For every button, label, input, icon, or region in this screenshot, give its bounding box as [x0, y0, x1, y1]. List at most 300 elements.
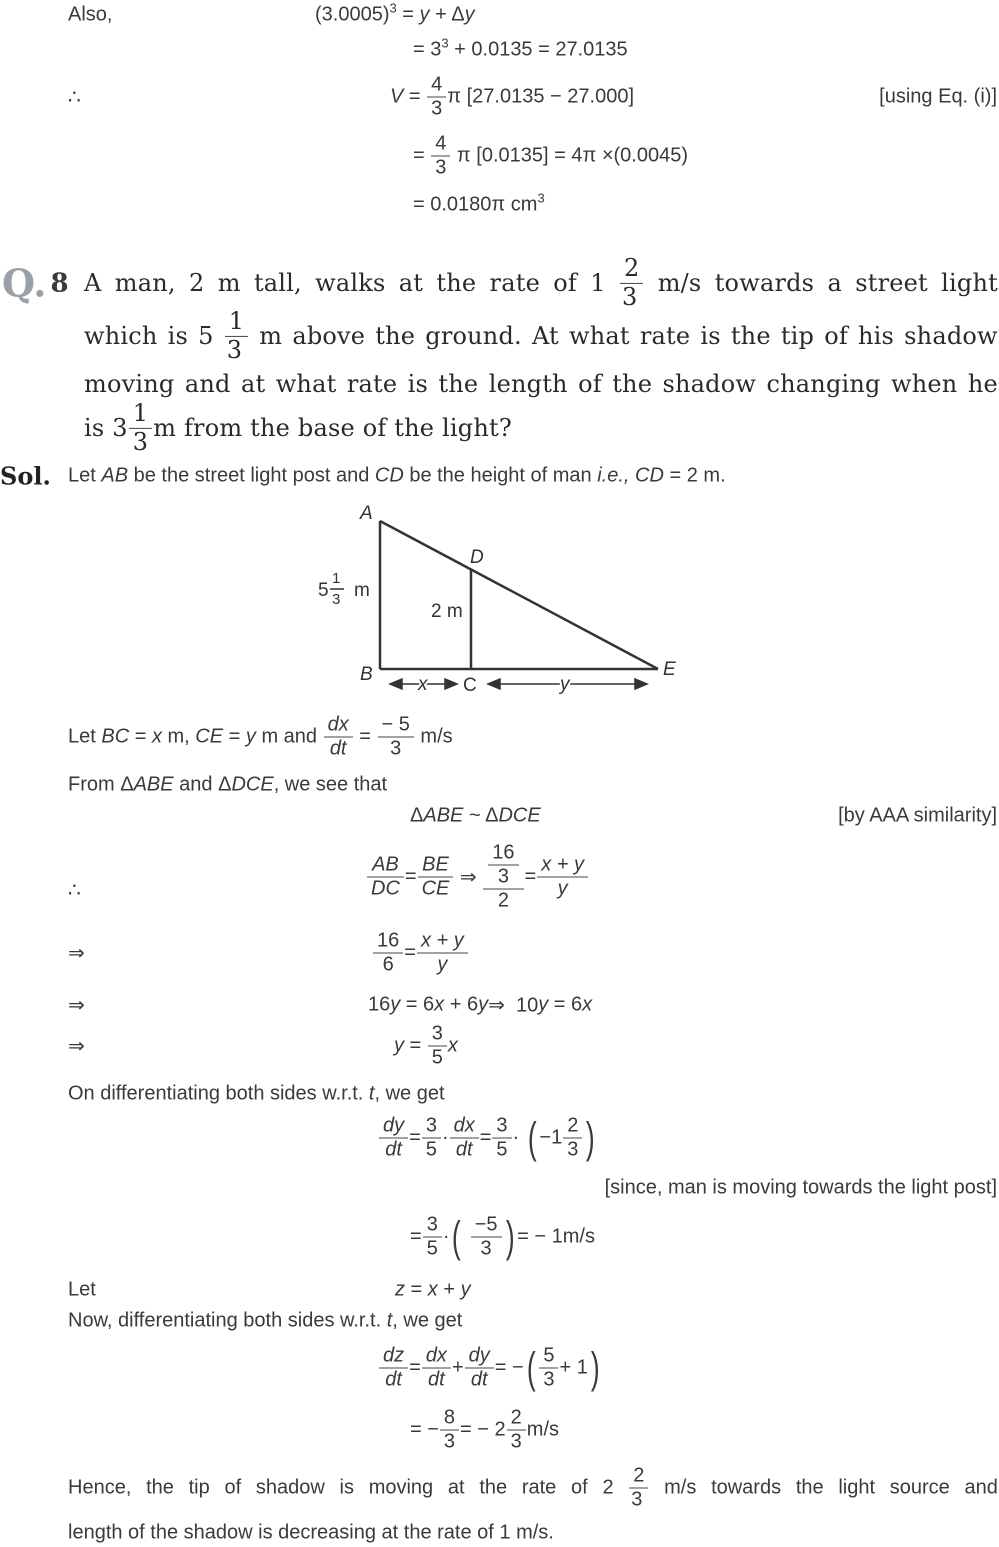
- fraction-denominator: dt: [379, 1138, 408, 1162]
- also-label: Also,: [68, 3, 113, 26]
- text-segment: light: [941, 269, 998, 297]
- question-line: [84, 255, 998, 311]
- fraction: [430, 1023, 445, 1070]
- italic-variable: x: [427, 1278, 438, 1301]
- text-segment: and: [184, 370, 231, 398]
- text-segment: = − 2: [460, 1418, 506, 1441]
- equation-line: [390, 74, 634, 121]
- equation-note: [since, man is moving towards the light post]: [604, 1176, 997, 1199]
- height-ab-denominator: 3: [332, 591, 341, 608]
- solution-text: [68, 714, 453, 761]
- equation-line: [410, 805, 541, 828]
- fraction-denominator: dt: [450, 1138, 479, 1162]
- text-segment: =: [479, 1126, 492, 1149]
- text-segment: =: [403, 85, 427, 108]
- fraction-denominator: dt: [422, 1368, 451, 1392]
- fraction: [565, 1115, 580, 1162]
- text-segment: m,: [161, 725, 196, 748]
- fraction: [490, 842, 516, 889]
- point-c-label: C: [463, 675, 477, 695]
- text-segment: + Δ: [429, 3, 465, 26]
- text-segment: shadow: [662, 370, 757, 398]
- text-segment: the: [612, 370, 653, 398]
- text-segment: π [0.0135] = 4π ×(0.0045): [451, 144, 689, 167]
- fraction-denominator: 2: [483, 889, 523, 913]
- text-segment: 5: [198, 322, 214, 350]
- fraction-numerator: −5: [474, 1213, 498, 1236]
- italic-variable: CD: [635, 464, 664, 487]
- text-segment: is: [407, 370, 429, 398]
- fraction: [433, 133, 448, 180]
- text-segment: be the height of man: [403, 464, 598, 487]
- height-cd-label: 2 m: [431, 601, 463, 622]
- text-segment: =: [223, 725, 246, 748]
- text-segment: and Δ: [173, 773, 232, 796]
- text-segment: rate: [489, 269, 540, 297]
- solution-text: [68, 1310, 462, 1333]
- text-segment: is 3: [84, 414, 128, 442]
- text-segment: From Δ: [68, 773, 134, 796]
- text-segment: what: [275, 370, 337, 398]
- therefore-symbol: ∴: [68, 879, 81, 902]
- text-segment: walks: [315, 269, 386, 297]
- text-segment: , we see that: [273, 773, 388, 796]
- text-segment: shadow: [255, 1476, 325, 1499]
- text-segment: the: [730, 322, 771, 350]
- parenthesis: ): [586, 1113, 596, 1162]
- point-a-label: A: [360, 503, 373, 524]
- text-segment: the: [438, 370, 479, 398]
- question-line: [84, 308, 998, 364]
- text-segment: = 3: [413, 38, 442, 61]
- fraction-denominator: 3: [471, 1237, 502, 1261]
- text-segment: =: [129, 725, 152, 748]
- text-segment: rate: [639, 322, 691, 350]
- text-segment: = − 1m/s: [517, 1225, 595, 1248]
- fraction-numerator: x + y: [420, 929, 464, 952]
- equation-line: [372, 930, 469, 977]
- text-segment: + 0.0135 = 27.0135: [448, 38, 628, 61]
- italic-variable: x: [434, 993, 445, 1016]
- text-segment: ·: [442, 1225, 450, 1248]
- text-segment: On differentiating both sides w.r.t.: [68, 1082, 369, 1105]
- text-segment: Δ: [410, 804, 424, 827]
- text-segment: = 2 m.: [663, 464, 726, 487]
- fraction-numerator: 3: [425, 1114, 437, 1137]
- text-segment: Let: [68, 725, 102, 748]
- text-segment: Hence,: [68, 1476, 132, 1499]
- text-segment: A: [84, 269, 102, 297]
- y-label: y: [560, 674, 570, 695]
- fraction-numerator: 4: [431, 73, 443, 96]
- text-segment: a: [827, 269, 842, 297]
- text-segment: + 6: [444, 993, 479, 1016]
- fraction-numerator: 16: [377, 929, 400, 952]
- text-segment: Let: [68, 464, 102, 487]
- arrow-right-icon: [445, 679, 457, 689]
- text-segment: the: [479, 1476, 508, 1499]
- fraction: [369, 854, 402, 901]
- fraction-denominator: 3: [629, 1488, 648, 1512]
- parenthesis: (: [526, 1343, 536, 1392]
- text-segment: he: [967, 370, 998, 398]
- question-line: [84, 400, 512, 456]
- text-segment: the: [375, 322, 416, 350]
- fraction: [381, 1115, 406, 1162]
- text-segment: when: [891, 370, 958, 398]
- fraction-numerator: 2: [510, 1406, 522, 1429]
- fraction-numerator: BE: [422, 853, 449, 876]
- text-segment: m/s: [414, 725, 453, 748]
- fraction-denominator: 3: [427, 97, 446, 121]
- text-segment: m/s: [657, 269, 702, 297]
- text-segment: shadow: [904, 322, 998, 350]
- equation-line: [413, 35, 628, 62]
- fraction-numerator: 2: [567, 1114, 579, 1137]
- italic-variable: x: [151, 725, 162, 748]
- fraction: [509, 1407, 524, 1454]
- fraction-denominator: 6: [373, 953, 403, 977]
- text-segment: m from the base of the light?: [153, 414, 512, 442]
- fraction-numerator: − 5: [381, 713, 410, 736]
- text-segment: at: [398, 269, 424, 297]
- text-segment: is: [167, 322, 189, 350]
- fraction-numerator: 8: [443, 1406, 456, 1429]
- fraction-denominator: 5: [422, 1138, 441, 1162]
- text-segment: source: [889, 1476, 950, 1499]
- text-segment: Now, differentiating both sides w.r.t.: [68, 1309, 387, 1332]
- italic-variable: y: [478, 993, 489, 1016]
- fraction-numerator: 2: [633, 1464, 645, 1487]
- fraction-denominator: y: [417, 953, 468, 977]
- question-number: 8: [50, 268, 69, 298]
- parenthesis: (: [527, 1113, 537, 1162]
- fraction: [473, 1214, 500, 1261]
- fraction-denominator: 3: [488, 865, 518, 889]
- text-segment: of: [553, 269, 577, 297]
- italic-variable: DCE: [498, 804, 541, 827]
- text-segment: π [27.0135 − 27.000]: [447, 85, 634, 108]
- text-segment: =: [405, 1278, 428, 1301]
- fraction: [631, 1465, 646, 1512]
- fraction: [452, 1115, 477, 1162]
- text-segment: above: [292, 322, 366, 350]
- italic-variable: y: [394, 1034, 404, 1057]
- equation-line: [366, 842, 589, 913]
- fraction-denominator: 5: [428, 1046, 447, 1070]
- italic-variable: t: [368, 1082, 375, 1105]
- text-segment: m/s: [526, 1418, 559, 1441]
- italic-variable: x: [582, 993, 593, 1016]
- text-segment: =: [404, 1034, 427, 1057]
- text-segment: towards: [711, 1476, 782, 1499]
- superscript: 3: [441, 35, 449, 51]
- text-segment: + 1: [559, 1356, 588, 1379]
- italic-variable: AB: [101, 464, 129, 487]
- text-segment: of: [224, 1476, 242, 1499]
- italic-variable: CE: [195, 725, 224, 748]
- fraction: [424, 1345, 449, 1392]
- text-segment: = −: [494, 1356, 524, 1379]
- text-segment: =: [524, 865, 537, 888]
- implies-symbol: ⇒: [68, 1035, 85, 1058]
- question-line: [84, 370, 998, 398]
- solution-text: [68, 465, 726, 488]
- text-segment: the: [146, 1476, 174, 1499]
- fraction: [381, 1345, 406, 1392]
- italic-variable: y: [245, 725, 256, 748]
- fraction-denominator: dt: [324, 737, 353, 761]
- text-segment: , we get: [392, 1309, 463, 1332]
- fraction-numerator: dz: [383, 1344, 405, 1367]
- fraction: [326, 714, 351, 761]
- text-segment: of: [571, 1476, 588, 1499]
- text-segment: m: [217, 269, 241, 297]
- implies-symbol: ⇒: [68, 994, 85, 1017]
- let-label: Let: [68, 1278, 96, 1301]
- fraction-denominator: dt: [379, 1368, 408, 1392]
- italic-variable: y: [460, 1278, 471, 1301]
- text-segment: length of the shadow is decreasing at the rate of 1 m/s.: [68, 1521, 554, 1544]
- text-segment: is: [700, 322, 721, 350]
- fraction: [424, 1115, 439, 1162]
- text-segment: and: [964, 1476, 998, 1499]
- fraction-numerator: x + y: [541, 853, 584, 876]
- text-segment: ~ Δ: [463, 804, 499, 827]
- arrow-left-icon: [488, 679, 500, 689]
- fraction-denominator: y: [537, 877, 588, 901]
- parenthesis: (: [452, 1212, 462, 1261]
- italic-variable: y: [464, 3, 475, 26]
- text-segment: ⇒ 10: [488, 994, 539, 1017]
- height-ab-whole: 5: [318, 580, 329, 601]
- fraction: [494, 1115, 509, 1162]
- equation-line: [368, 993, 592, 1018]
- text-segment: 16: [368, 993, 391, 1016]
- text-segment: +: [451, 1356, 464, 1379]
- italic-variable: DCE: [231, 773, 274, 796]
- fraction: [622, 255, 641, 311]
- fraction: [425, 1214, 440, 1261]
- fraction: [420, 854, 452, 901]
- text-segment: of: [578, 370, 602, 398]
- italic-variable: BC: [101, 725, 130, 748]
- equation-line: [413, 190, 545, 217]
- text-segment: ground.: [425, 322, 522, 350]
- therefore-symbol: ∴: [68, 86, 81, 109]
- equation-note: [using Eq. (i)]: [879, 85, 997, 108]
- fraction: [467, 1345, 492, 1392]
- text-segment: m and: [255, 725, 323, 748]
- text-segment: is: [339, 1476, 354, 1499]
- text-segment: = 0.0180π cm: [413, 193, 538, 216]
- fraction-denominator: 3: [440, 1430, 459, 1454]
- text-segment: ·: [512, 1126, 525, 1149]
- solution-label: Sol.: [0, 461, 51, 491]
- text-segment: =: [409, 1126, 421, 1149]
- italic-variable: y: [390, 993, 401, 1016]
- text-segment: = 6: [548, 993, 583, 1016]
- parenthesis: ): [590, 1343, 600, 1392]
- x-label: x: [418, 674, 428, 695]
- text-segment: rate: [521, 1476, 557, 1499]
- implies-symbol: ⇒: [68, 942, 85, 965]
- fraction-numerator: 4: [435, 132, 447, 155]
- text-segment: street: [855, 269, 928, 297]
- fraction: [380, 714, 412, 761]
- street-light-diagram: [300, 495, 700, 695]
- superscript: 3: [389, 0, 397, 16]
- superscript: 3: [537, 190, 545, 206]
- text-segment: at: [447, 1476, 465, 1499]
- italic-variable: i.e.,: [597, 464, 630, 487]
- conclusion-text: [68, 1465, 998, 1512]
- text-segment: =: [410, 1225, 422, 1248]
- text-segment: which: [84, 322, 158, 350]
- text-segment: =: [413, 144, 431, 167]
- point-b-label: B: [360, 664, 373, 685]
- equation-line: [410, 1214, 595, 1261]
- fraction-denominator: 5: [423, 1237, 442, 1261]
- fraction: [131, 400, 150, 456]
- text-segment: =: [404, 941, 416, 964]
- text-segment: changing: [766, 370, 881, 398]
- fraction-denominator: 3: [431, 156, 450, 180]
- equation-line: [378, 1115, 598, 1162]
- fraction-numerator: 3: [496, 1114, 508, 1137]
- fraction: [539, 854, 586, 901]
- fraction-denominator: 3: [378, 737, 414, 761]
- italic-variable: ABE: [133, 773, 174, 796]
- text-segment: =: [409, 1356, 421, 1379]
- question-mark-label: Q.: [2, 260, 47, 306]
- text-segment: moving: [84, 370, 175, 398]
- text-segment: 1: [590, 269, 606, 297]
- height-ab-numerator: 1: [332, 570, 341, 587]
- arrow-right-icon: [635, 679, 647, 689]
- text-segment: [464, 1226, 470, 1249]
- text-segment: tip: [780, 322, 815, 350]
- fraction-numerator: 5: [543, 1344, 555, 1367]
- equation-line: [395, 1279, 471, 1302]
- text-segment: length: [488, 370, 568, 398]
- text-segment: =: [404, 865, 417, 888]
- text-segment: m/s: [664, 1476, 697, 1499]
- italic-variable: V: [390, 85, 404, 108]
- fraction-numerator: 1: [132, 398, 149, 427]
- text-segment: tall,: [253, 269, 302, 297]
- text-segment: his: [858, 322, 895, 350]
- equation-line: [410, 1407, 559, 1454]
- fraction: [485, 842, 521, 913]
- fraction-denominator: DC: [367, 877, 404, 901]
- fraction: [541, 1345, 556, 1392]
- text-segment: be the street light post and: [128, 464, 375, 487]
- italic-variable: t: [386, 1309, 393, 1332]
- fraction: [419, 930, 466, 977]
- text-segment: what: [568, 322, 630, 350]
- equation-note: [by AAA similarity]: [838, 804, 997, 827]
- fraction-numerator: dy: [468, 1344, 490, 1367]
- text-segment: , we get: [374, 1082, 445, 1105]
- fraction-denominator: dt: [465, 1368, 494, 1392]
- text-segment: =: [353, 725, 377, 748]
- solution-text: [68, 774, 387, 797]
- fraction: [442, 1407, 457, 1454]
- italic-variable: y: [419, 3, 430, 26]
- text-segment: the: [436, 269, 477, 297]
- italic-variable: CD: [374, 464, 404, 487]
- fraction-numerator: 3: [426, 1213, 438, 1236]
- fraction-numerator: dx: [425, 1344, 447, 1367]
- equation-line: [394, 1023, 458, 1070]
- question-header: [2, 261, 75, 306]
- text-segment: of: [824, 322, 848, 350]
- fraction-denominator: 3: [539, 1368, 558, 1392]
- point-d-label: D: [470, 547, 484, 568]
- fraction-numerator: dy: [383, 1114, 405, 1137]
- italic-variable: ABE: [423, 804, 464, 827]
- text-segment: ·: [441, 1126, 449, 1149]
- text-segment: tip: [188, 1476, 210, 1499]
- text-segment: the: [795, 1476, 824, 1499]
- text-segment: = 6: [400, 993, 435, 1016]
- fraction-denominator: 5: [492, 1138, 511, 1162]
- italic-variable: y: [538, 993, 549, 1016]
- italic-variable: z: [395, 1278, 405, 1301]
- fraction-denominator: 3: [507, 1430, 526, 1454]
- text-segment: +: [437, 1278, 461, 1301]
- text-segment: = −: [410, 1418, 439, 1441]
- text-segment: man,: [114, 269, 176, 297]
- fraction-numerator: AB: [372, 853, 399, 876]
- text-segment: =: [396, 3, 420, 26]
- point-e-label: E: [663, 659, 676, 680]
- fraction-denominator: 3: [620, 283, 643, 312]
- text-segment: At: [531, 322, 559, 350]
- text-segment: towards: [714, 269, 815, 297]
- text-segment: moving: [368, 1476, 434, 1499]
- text-segment: ⇒: [454, 866, 483, 889]
- text-segment: 2: [189, 269, 205, 297]
- text-segment: m: [259, 322, 283, 350]
- text-segment: rate: [346, 370, 398, 398]
- text-segment: light: [838, 1476, 876, 1499]
- fraction: [375, 930, 401, 977]
- light-ray-line: [380, 521, 658, 669]
- fraction-denominator: 3: [225, 336, 248, 365]
- fraction-numerator: 3: [431, 1022, 443, 1045]
- fraction-numerator: 1: [228, 306, 245, 335]
- italic-variable: x: [447, 1034, 458, 1057]
- conclusion-text: [68, 1522, 554, 1545]
- equation-line: [378, 1345, 602, 1392]
- height-ab-unit: m: [354, 580, 370, 601]
- fraction-numerator: [485, 842, 521, 889]
- fraction: [227, 308, 246, 364]
- text-segment: (3.0005): [315, 3, 390, 26]
- fraction-numerator: dx: [453, 1114, 475, 1137]
- fraction-numerator: 2: [623, 253, 640, 282]
- parenthesis: ): [505, 1212, 515, 1261]
- text-segment: 2: [602, 1476, 614, 1499]
- text-segment: −1: [539, 1126, 563, 1149]
- equation-line: [315, 0, 475, 27]
- text-segment: at: [240, 370, 266, 398]
- fraction-denominator: 3: [563, 1138, 582, 1162]
- fraction-denominator: 3: [129, 428, 152, 457]
- fraction-numerator: 16: [492, 841, 515, 864]
